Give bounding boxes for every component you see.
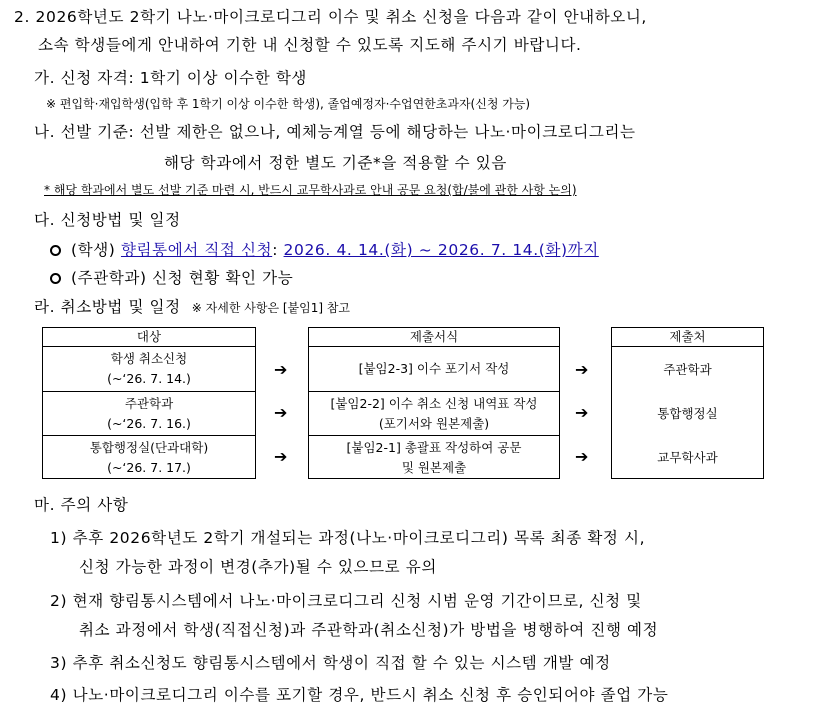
section-ma-title: 마. 주의 사항: [34, 496, 129, 514]
caution-item-3: 3) 추후 취소신청도 향림통시스템에서 학생이 직접 할 수 있는 시스템 개발 예정: [50, 654, 611, 672]
circle-bullet-icon: [50, 245, 61, 256]
section-na-note: * 해당 학과에서 별도 선발 기준 마련 시, 반드시 교무학사과로 안내 공문 요청(합/불에 관한 사항 논의): [44, 183, 577, 197]
form-cell: [붙임2-3] 이수 포기서 작성: [309, 347, 559, 392]
section-da-title: 다. 신청방법 및 일정: [34, 211, 181, 229]
submission-destination-column: [611, 327, 764, 479]
caution-item-2: 2) 현재 향림통시스템에서 나노·마이크로디그리 신청 시범 운영 기간이므로, 신청 및: [50, 592, 642, 610]
circle-bullet-icon: [50, 273, 61, 284]
da-item-dept: (주관학과) 신청 현황 확인 가능: [50, 266, 293, 288]
hyanglimtong-link[interactable]: 향림통에서 직접 신청: [120, 241, 273, 259]
intro-line-1: 2. 2026학년도 2학기 나노·마이크로디그리 이수 및 취소 신청을 다음과 같이 안내하오니,: [14, 8, 647, 26]
col-header-destination: 제출처: [612, 328, 763, 347]
caution-item-1-line-2: 신청 가능한 과정이 변경(추가)될 수 있으므로 유의: [79, 558, 437, 576]
section-ra-title: 라. 취소방법 및 일정: [34, 298, 181, 316]
section-ra-title-row: [34, 295, 350, 317]
intro-line-2: 소속 학생들에게 안내하여 기한 내 신청할 수 있도록 지도해 주시기 바랍니다.: [38, 36, 582, 54]
arrow-right-icon: ➔: [274, 447, 288, 466]
section-ga-title: 가. 신청 자격: 1학기 이상 이수한 학생: [34, 69, 307, 87]
section-na-title: 나. 선발 기준: 선발 제한은 없으나, 예체능계열 등에 해당하는 나노·마이크로디그리는: [34, 123, 636, 141]
section-ra-note: ※ 자세한 사항은 [붙임1] 참고: [191, 301, 351, 315]
application-period: 2026. 4. 14.(화) ~ 2026. 7. 14.(화)까지: [283, 241, 599, 259]
caution-item-2-line-2: 취소 과정에서 학생(직접신청)과 주관학과(취소신청)가 방법을 병행하여 진행 예정: [79, 621, 659, 639]
destination-cell: 통합행정실: [657, 406, 718, 421]
arrow-right-icon: ➔: [274, 360, 288, 379]
cancel-target-column: [42, 327, 256, 479]
col-header-target: 대상: [43, 328, 255, 347]
da-item-student: (학생) 향림통에서 직접 신청: 2026. 4. 14.(화) ~ 2026. 7. 14.(화)까지: [50, 238, 599, 260]
destination-cell: 주관학과: [663, 361, 712, 377]
arrow-right-icon: ➔: [575, 360, 589, 379]
form-cell: [붙임2-2] 이수 취소 신청 내역표 작성 (포기서와 원본제출): [309, 392, 559, 436]
target-cell: 학생 취소신청 (~‘26. 7. 14.): [43, 347, 255, 392]
arrow-right-icon: ➔: [575, 447, 589, 466]
section-ga-note: ※ 편입학·재입학생(입학 후 1학기 이상 이수한 학생), 졸업예정자·수업연한초과자(신청 가능): [46, 97, 531, 111]
target-cell: 주관학과 (~‘26. 7. 16.): [43, 392, 255, 436]
target-cell: 통합행정실(단과대학) (~‘26. 7. 17.): [89, 439, 209, 475]
section-na-title-2: 해당 학과에서 정한 별도 기준*을 적용할 수 있음: [164, 154, 507, 172]
arrow-right-icon: ➔: [274, 403, 288, 422]
submission-form-column: [308, 327, 560, 479]
arrow-right-icon: ➔: [575, 403, 589, 422]
caution-item-4: 4) 나노·마이크로디그리 이수를 포기할 경우, 반드시 취소 신청 후 승인되어야 졸업 가능: [50, 686, 669, 704]
destination-cell: 교무학사과: [657, 449, 718, 465]
form-cell: [붙임2-1] 총괄표 작성하여 공문 및 원본제출: [346, 439, 522, 475]
caution-item-1: 1) 추후 2026학년도 2학기 개설되는 과정(나노·마이크로디그리) 목록 최종 확정 시,: [50, 529, 646, 547]
col-header-form: 제출서식: [309, 328, 559, 347]
